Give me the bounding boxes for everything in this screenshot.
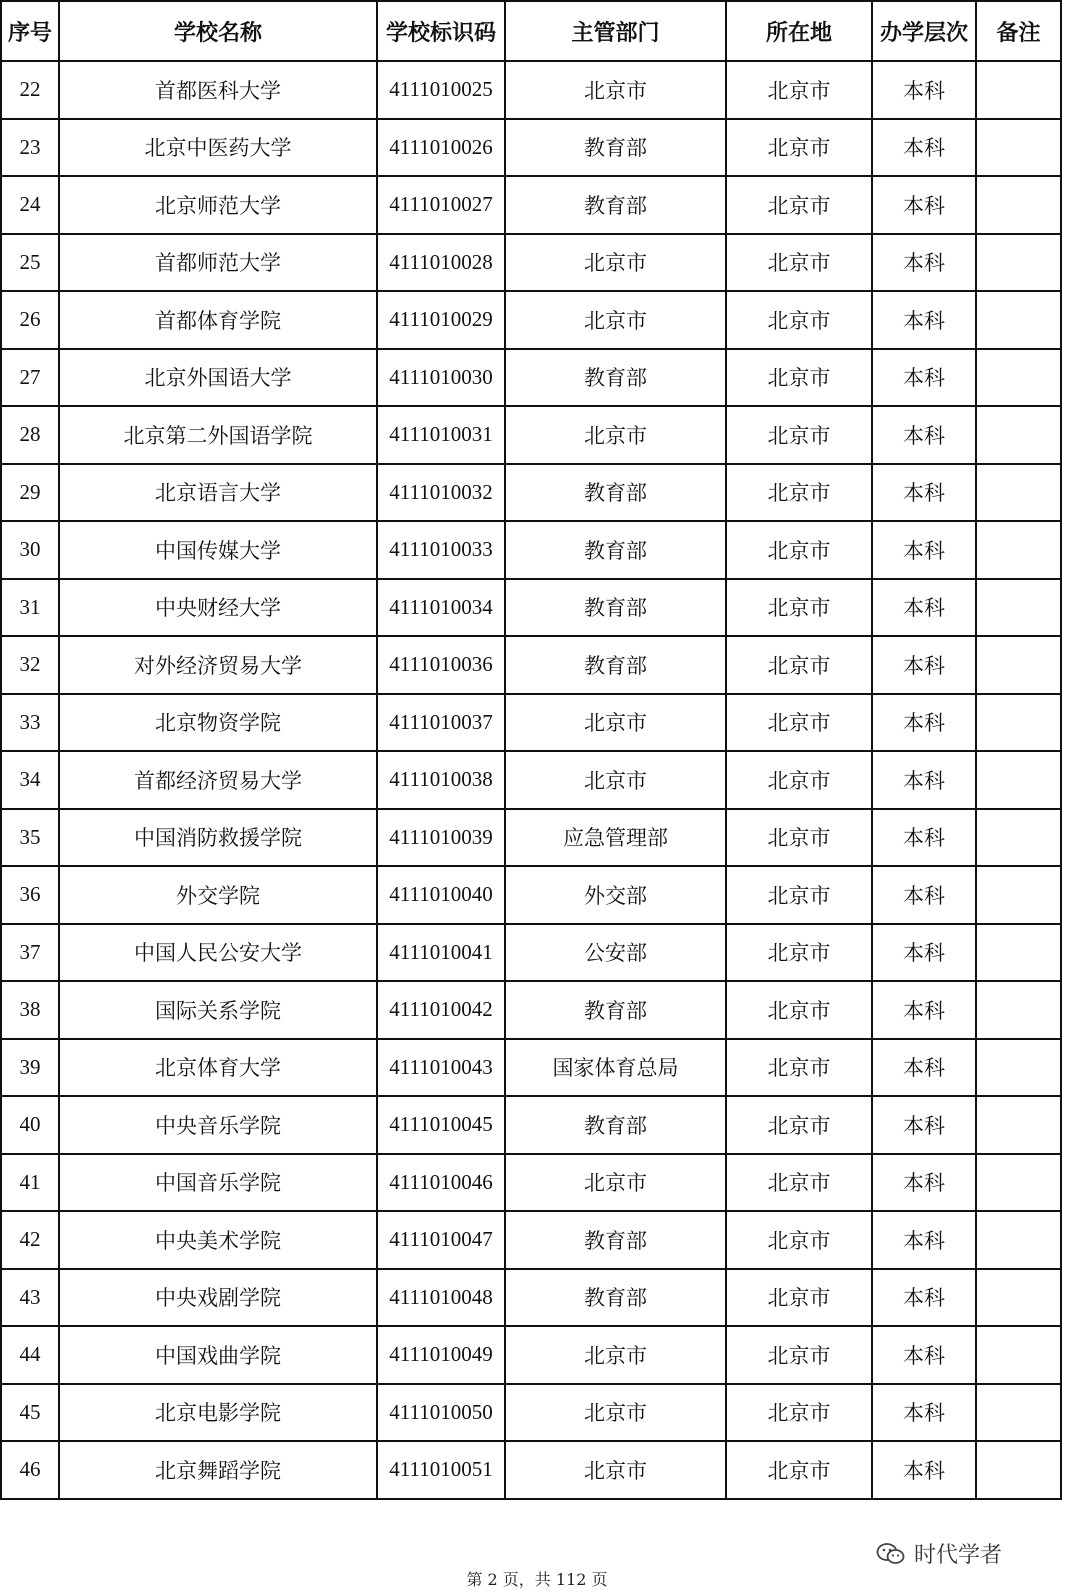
row-number-cell: 35 [1, 809, 59, 867]
level-cell: 本科 [872, 1441, 976, 1499]
school-name-cell: 北京电影学院 [59, 1384, 377, 1442]
header-no: 序号 [1, 1, 59, 61]
row-number-cell: 34 [1, 751, 59, 809]
row-number-cell: 30 [1, 521, 59, 579]
level-cell: 本科 [872, 579, 976, 637]
level-cell: 本科 [872, 464, 976, 522]
school-name-cell: 对外经济贸易大学 [59, 636, 377, 694]
location-cell: 北京市 [726, 1384, 872, 1442]
level-cell: 本科 [872, 521, 976, 579]
level-cell: 本科 [872, 751, 976, 809]
school-code-cell: 4111010040 [377, 866, 505, 924]
table-row [1, 234, 1061, 292]
note-cell [976, 866, 1061, 924]
header-note: 备注 [976, 1, 1061, 61]
table-row [1, 176, 1061, 234]
level-cell: 本科 [872, 1039, 976, 1097]
table-row [1, 1326, 1061, 1384]
school-name-cell: 北京舞蹈学院 [59, 1441, 377, 1499]
department-cell: 教育部 [505, 119, 726, 177]
note-cell [976, 1441, 1061, 1499]
school-code-cell: 4111010026 [377, 119, 505, 177]
table-row [1, 1384, 1061, 1442]
level-cell: 本科 [872, 1326, 976, 1384]
row-number-cell: 25 [1, 234, 59, 292]
level-cell: 本科 [872, 61, 976, 119]
page-footer: 第 2 页，共 112 页 [466, 1570, 608, 1589]
row-number-cell: 38 [1, 981, 59, 1039]
department-cell: 教育部 [505, 1096, 726, 1154]
school-code-cell: 4111010043 [377, 1039, 505, 1097]
school-code-cell: 4111010033 [377, 521, 505, 579]
row-number-cell: 46 [1, 1441, 59, 1499]
level-cell: 本科 [872, 866, 976, 924]
department-cell: 北京市 [505, 234, 726, 292]
row-number-cell: 22 [1, 61, 59, 119]
school-code-cell: 4111010031 [377, 406, 505, 464]
table-row [1, 636, 1061, 694]
level-cell: 本科 [872, 636, 976, 694]
note-cell [976, 406, 1061, 464]
department-cell: 北京市 [505, 751, 726, 809]
level-cell: 本科 [872, 234, 976, 292]
note-cell [976, 464, 1061, 522]
school-name-cell: 首都经济贸易大学 [59, 751, 377, 809]
department-cell: 外交部 [505, 866, 726, 924]
row-number-cell: 42 [1, 1211, 59, 1269]
row-number-cell: 41 [1, 1154, 59, 1212]
table-row [1, 1441, 1061, 1499]
department-cell: 北京市 [505, 1154, 726, 1212]
school-code-cell: 4111010047 [377, 1211, 505, 1269]
table-row [1, 1269, 1061, 1327]
department-cell: 教育部 [505, 176, 726, 234]
school-code-cell: 4111010037 [377, 694, 505, 752]
school-code-cell: 4111010025 [377, 61, 505, 119]
school-code-cell: 4111010041 [377, 924, 505, 982]
department-cell: 教育部 [505, 981, 726, 1039]
table-header-row [1, 1, 1061, 61]
school-name-cell: 北京体育大学 [59, 1039, 377, 1097]
school-code-cell: 4111010034 [377, 579, 505, 637]
school-code-cell: 4111010038 [377, 751, 505, 809]
level-cell: 本科 [872, 981, 976, 1039]
school-code-cell: 4111010039 [377, 809, 505, 867]
note-cell [976, 291, 1061, 349]
header-department: 主管部门 [505, 1, 726, 61]
location-cell: 北京市 [726, 1269, 872, 1327]
department-cell: 教育部 [505, 464, 726, 522]
school-name-cell: 中国戏曲学院 [59, 1326, 377, 1384]
level-cell: 本科 [872, 176, 976, 234]
note-cell [976, 751, 1061, 809]
school-name-cell: 北京语言大学 [59, 464, 377, 522]
department-cell: 教育部 [505, 349, 726, 407]
header-location: 所在地 [726, 1, 872, 61]
note-cell [976, 521, 1061, 579]
table-row [1, 809, 1061, 867]
level-cell: 本科 [872, 119, 976, 177]
school-name-cell: 中央财经大学 [59, 579, 377, 637]
note-cell [976, 1039, 1061, 1097]
school-name-cell: 中央美术学院 [59, 1211, 377, 1269]
wechat-icon [876, 1542, 906, 1566]
note-cell [976, 61, 1061, 119]
level-cell: 本科 [872, 291, 976, 349]
location-cell: 北京市 [726, 406, 872, 464]
level-cell: 本科 [872, 406, 976, 464]
department-cell: 教育部 [505, 521, 726, 579]
table-row [1, 981, 1061, 1039]
level-cell: 本科 [872, 1384, 976, 1442]
note-cell [976, 981, 1061, 1039]
school-code-cell: 4111010042 [377, 981, 505, 1039]
school-name-cell: 首都医科大学 [59, 61, 377, 119]
table-row [1, 866, 1061, 924]
header-school-name: 学校名称 [59, 1, 377, 61]
level-cell: 本科 [872, 924, 976, 982]
watermark [876, 1538, 1002, 1569]
school-code-cell: 4111010045 [377, 1096, 505, 1154]
table-row [1, 464, 1061, 522]
row-number-cell: 40 [1, 1096, 59, 1154]
department-cell: 教育部 [505, 1269, 726, 1327]
header-school-code: 学校标识码 [377, 1, 505, 61]
school-name-cell: 中国传媒大学 [59, 521, 377, 579]
watermark-text: 时代学者 [914, 1543, 1003, 1568]
location-cell: 北京市 [726, 1154, 872, 1212]
department-cell: 教育部 [505, 579, 726, 637]
note-cell [976, 1096, 1061, 1154]
location-cell: 北京市 [726, 349, 872, 407]
note-cell [976, 1154, 1061, 1212]
row-number-cell: 43 [1, 1269, 59, 1327]
school-name-cell: 中央音乐学院 [59, 1096, 377, 1154]
row-number-cell: 36 [1, 866, 59, 924]
level-cell: 本科 [872, 694, 976, 752]
row-number-cell: 37 [1, 924, 59, 982]
level-cell: 本科 [872, 1211, 976, 1269]
location-cell: 北京市 [726, 61, 872, 119]
table-row [1, 1154, 1061, 1212]
school-name-cell: 中央戏剧学院 [59, 1269, 377, 1327]
location-cell: 北京市 [726, 751, 872, 809]
table-row [1, 694, 1061, 752]
row-number-cell: 31 [1, 579, 59, 637]
school-name-cell: 中国人民公安大学 [59, 924, 377, 982]
table-row [1, 119, 1061, 177]
location-cell: 北京市 [726, 1096, 872, 1154]
row-number-cell: 27 [1, 349, 59, 407]
note-cell [976, 119, 1061, 177]
school-code-cell: 4111010046 [377, 1154, 505, 1212]
department-cell: 北京市 [505, 1441, 726, 1499]
school-name-cell: 外交学院 [59, 866, 377, 924]
location-cell: 北京市 [726, 694, 872, 752]
row-number-cell: 33 [1, 694, 59, 752]
row-number-cell: 29 [1, 464, 59, 522]
table-row [1, 521, 1061, 579]
note-cell [976, 809, 1061, 867]
level-cell: 本科 [872, 1269, 976, 1327]
department-cell: 应急管理部 [505, 809, 726, 867]
school-code-cell: 4111010027 [377, 176, 505, 234]
level-cell: 本科 [872, 349, 976, 407]
school-code-cell: 4111010032 [377, 464, 505, 522]
table-row [1, 579, 1061, 637]
location-cell: 北京市 [726, 119, 872, 177]
department-cell: 北京市 [505, 61, 726, 119]
table-row [1, 924, 1061, 982]
school-code-cell: 4111010028 [377, 234, 505, 292]
location-cell: 北京市 [726, 981, 872, 1039]
header-level: 办学层次 [872, 1, 976, 61]
note-cell [976, 924, 1061, 982]
school-code-cell: 4111010049 [377, 1326, 505, 1384]
school-code-cell: 4111010030 [377, 349, 505, 407]
note-cell [976, 1384, 1061, 1442]
row-number-cell: 24 [1, 176, 59, 234]
level-cell: 本科 [872, 1096, 976, 1154]
table-row [1, 406, 1061, 464]
table-row [1, 61, 1061, 119]
note-cell [976, 234, 1061, 292]
department-cell: 北京市 [505, 406, 726, 464]
location-cell: 北京市 [726, 579, 872, 637]
department-cell: 北京市 [505, 1326, 726, 1384]
row-number-cell: 32 [1, 636, 59, 694]
table-row [1, 1039, 1061, 1097]
school-name-cell: 北京外国语大学 [59, 349, 377, 407]
location-cell: 北京市 [726, 1039, 872, 1097]
note-cell [976, 1326, 1061, 1384]
row-number-cell: 28 [1, 406, 59, 464]
location-cell: 北京市 [726, 924, 872, 982]
location-cell: 北京市 [726, 1211, 872, 1269]
level-cell: 本科 [872, 809, 976, 867]
school-name-cell: 国际关系学院 [59, 981, 377, 1039]
department-cell: 北京市 [505, 694, 726, 752]
note-cell [976, 1211, 1061, 1269]
location-cell: 北京市 [726, 809, 872, 867]
location-cell: 北京市 [726, 521, 872, 579]
department-cell: 教育部 [505, 1211, 726, 1269]
school-code-cell: 4111010050 [377, 1384, 505, 1442]
department-cell: 教育部 [505, 636, 726, 694]
table-row [1, 349, 1061, 407]
school-code-cell: 4111010029 [377, 291, 505, 349]
school-name-cell: 北京第二外国语学院 [59, 406, 377, 464]
department-cell: 公安部 [505, 924, 726, 982]
note-cell [976, 349, 1061, 407]
school-name-cell: 首都师范大学 [59, 234, 377, 292]
location-cell: 北京市 [726, 1441, 872, 1499]
table-row [1, 1211, 1061, 1269]
row-number-cell: 44 [1, 1326, 59, 1384]
location-cell: 北京市 [726, 176, 872, 234]
school-name-cell: 北京师范大学 [59, 176, 377, 234]
location-cell: 北京市 [726, 1326, 872, 1384]
school-code-cell: 4111010051 [377, 1441, 505, 1499]
department-cell: 北京市 [505, 291, 726, 349]
school-name-cell: 中国音乐学院 [59, 1154, 377, 1212]
school-name-cell: 北京中医药大学 [59, 119, 377, 177]
table-row [1, 751, 1061, 809]
location-cell: 北京市 [726, 636, 872, 694]
department-cell: 北京市 [505, 1384, 726, 1442]
location-cell: 北京市 [726, 464, 872, 522]
school-name-cell: 中国消防救援学院 [59, 809, 377, 867]
row-number-cell: 26 [1, 291, 59, 349]
table-row [1, 291, 1061, 349]
school-name-cell: 北京物资学院 [59, 694, 377, 752]
school-code-cell: 4111010048 [377, 1269, 505, 1327]
note-cell [976, 636, 1061, 694]
school-name-cell: 首都体育学院 [59, 291, 377, 349]
location-cell: 北京市 [726, 291, 872, 349]
note-cell [976, 176, 1061, 234]
row-number-cell: 39 [1, 1039, 59, 1097]
table-row [1, 1096, 1061, 1154]
row-number-cell: 23 [1, 119, 59, 177]
location-cell: 北京市 [726, 234, 872, 292]
note-cell [976, 1269, 1061, 1327]
row-number-cell: 45 [1, 1384, 59, 1442]
level-cell: 本科 [872, 1154, 976, 1212]
note-cell [976, 579, 1061, 637]
department-cell: 国家体育总局 [505, 1039, 726, 1097]
note-cell [976, 694, 1061, 752]
location-cell: 北京市 [726, 866, 872, 924]
school-code-cell: 4111010036 [377, 636, 505, 694]
